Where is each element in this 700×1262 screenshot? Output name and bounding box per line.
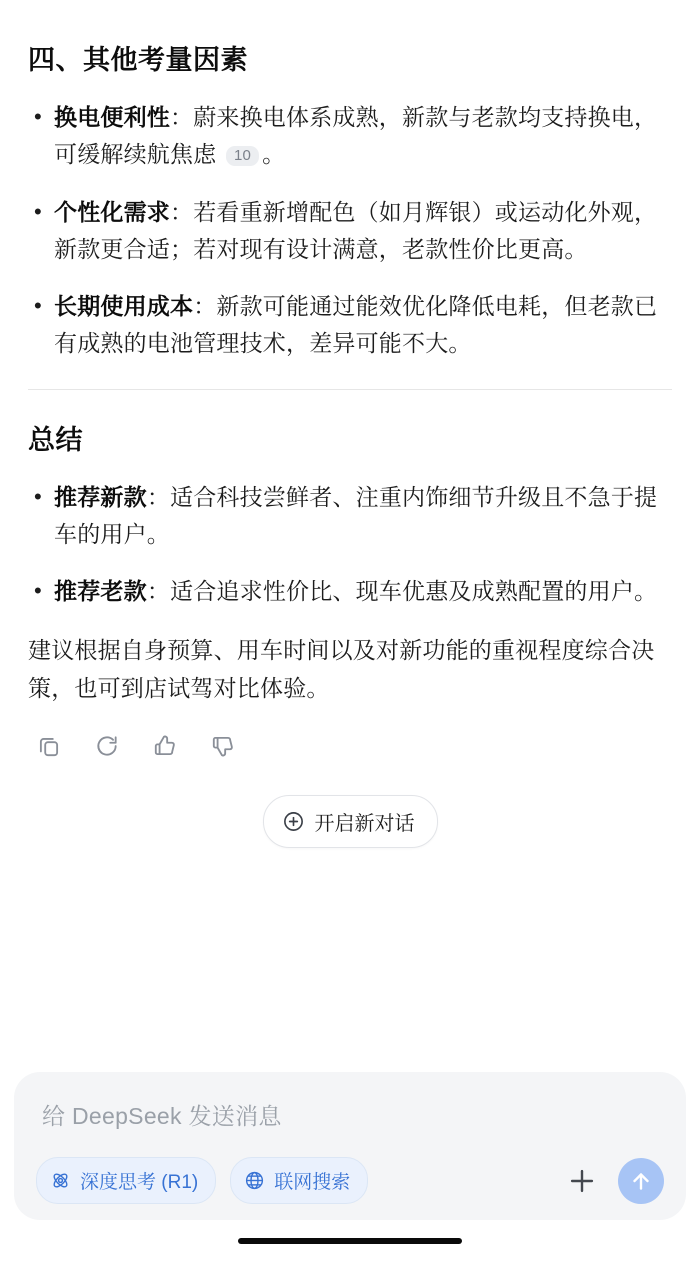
send-button[interactable] <box>618 1158 664 1204</box>
composer-toolbar <box>36 1157 664 1204</box>
page-title: 四、其他考量因素 <box>28 45 248 75</box>
composer <box>14 1072 686 1220</box>
regenerate-icon[interactable] <box>92 731 122 761</box>
list-item-text: 新款可能通过能效优化降低电耗，但老款已有成熟的电池管理技术，差异可能不大。 <box>54 293 658 357</box>
list-item-separator: ： <box>193 293 217 319</box>
thumbs-up-icon[interactable] <box>150 731 180 761</box>
message-input[interactable]: 给 DeepSeek 发送消息 <box>42 1103 282 1129</box>
list-item <box>28 194 672 269</box>
atom-icon <box>50 1170 71 1191</box>
list-item-text: 若看重新增配色（如月辉银）或运动化外观，新款更合适；若对现有设计满意，老款性价比更高。 <box>54 198 658 262</box>
web-search-label: 联网搜索 <box>274 1172 351 1193</box>
list-item-separator: ： <box>146 483 171 510</box>
thumbs-down-icon[interactable] <box>208 731 238 761</box>
globe-icon <box>244 1170 265 1191</box>
summary-list <box>28 479 672 611</box>
list-item-term: 推荐新款 <box>54 483 147 510</box>
deep-think-toggle[interactable] <box>36 1157 216 1204</box>
closing-paragraph: 建议根据自身预算、用车时间以及对新功能的重视程度综合决策，也可到店试驾对比体验。 <box>28 637 655 701</box>
citation-badge[interactable]: 10 <box>226 146 259 166</box>
plus-circle-icon <box>282 810 305 833</box>
list-item-separator: ： <box>146 578 171 604</box>
deep-think-label: 深度思考 (R1) <box>80 1172 199 1193</box>
copy-icon[interactable] <box>34 731 64 761</box>
home-indicator <box>238 1238 462 1244</box>
new-chat-row <box>28 795 672 848</box>
web-search-toggle[interactable] <box>230 1157 368 1204</box>
list-item-term: 个性化需求 <box>54 198 170 225</box>
list-item <box>28 479 672 554</box>
message-actions <box>34 731 672 761</box>
list-item <box>28 573 672 610</box>
new-chat-button[interactable] <box>263 795 438 848</box>
considerations-list <box>28 99 672 363</box>
new-chat-label: 开启新对话 <box>314 812 415 835</box>
attach-button[interactable] <box>562 1161 602 1201</box>
list-item-separator: ： <box>170 198 194 225</box>
list-item-term: 换电便利性 <box>54 104 170 130</box>
list-item-text: 蔚来换电体系成熟，新款与老款均支持换电，可缓解续航焦虑 <box>54 104 658 168</box>
list-item <box>28 288 672 363</box>
divider <box>28 389 672 390</box>
list-item-text: 适合科技尝鲜者、注重内饰细节升级且不急于提车的用户。 <box>54 483 658 547</box>
list-item <box>28 99 672 174</box>
list-item-text: 适合追求性价比、现车优惠及成熟配置的用户。 <box>170 578 658 604</box>
list-item-term: 推荐老款 <box>54 578 147 604</box>
summary-title: 总结 <box>28 424 83 455</box>
list-item-term: 长期使用成本 <box>54 293 194 319</box>
list-item-text-tail: 。 <box>262 141 286 168</box>
list-item-separator: ： <box>170 104 194 130</box>
home-indicator-area <box>0 1220 700 1262</box>
